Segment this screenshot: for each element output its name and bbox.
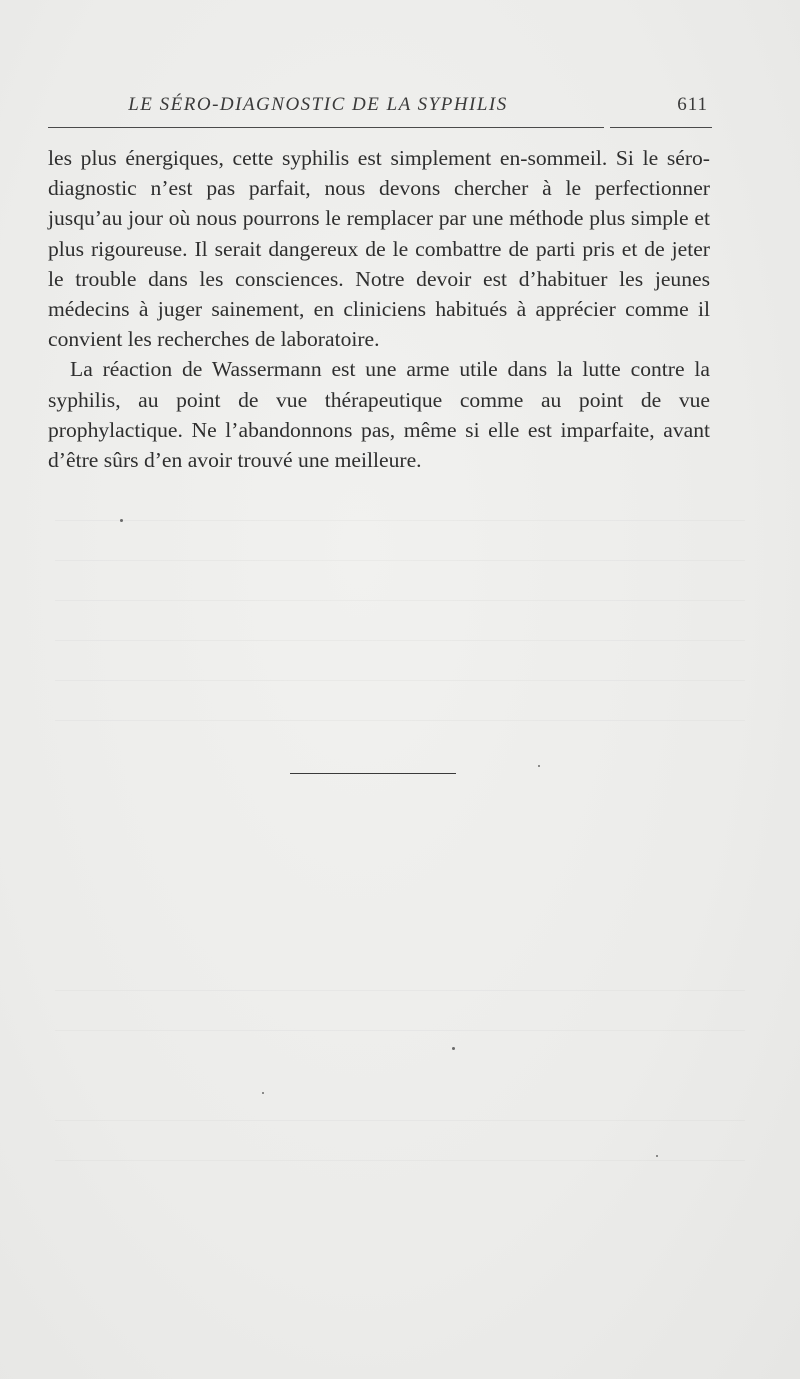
page-number: 611 xyxy=(677,94,708,115)
paper-speck xyxy=(262,1092,264,1094)
header-rule-gap xyxy=(604,125,610,130)
header-rule xyxy=(48,127,712,128)
body-text xyxy=(48,143,710,475)
show-through-line xyxy=(55,560,745,561)
show-through-line xyxy=(55,1120,745,1121)
running-head xyxy=(48,94,712,124)
paper-speck xyxy=(538,765,540,767)
section-end-rule xyxy=(290,773,456,774)
show-through-line xyxy=(55,990,745,991)
show-through-line xyxy=(55,600,745,601)
paper-speck xyxy=(452,1047,455,1050)
paragraph: les plus énergiques, cette syphilis est simplement en-sommeil. Si le séro-diagnostic n’est pas parfait, nous devons chercher à le perfectionner jusqu’au jour où nous pourrons le remplacer par une méthode plus simple et plus rigoureuse. Il serait dangereux de le combattre de parti pris et de jeter le trouble dans les consciences. Notre devoir est d’habituer les jeunes médecins à juger sainement, en cliniciens habitués à apprécier comme il convient les recherches de laboratoire. xyxy=(48,146,710,352)
paper-speck xyxy=(120,519,123,522)
running-title: LE SÉRO-DIAGNOSTIC DE LA SYPHILIS xyxy=(128,94,508,115)
show-through-line xyxy=(55,1160,745,1161)
show-through-line xyxy=(55,520,745,521)
show-through-line xyxy=(55,680,745,681)
paragraph: La réaction de Wassermann est une arme utile dans la lutte contre la syphilis, au point de vue thérapeutique comme au point de vue prophylactique. Ne l’abandonnons pas, même si elle est imparfaite, avant d’être sûrs d’en avoir trouvé une meilleure. xyxy=(48,357,710,473)
show-through-line xyxy=(55,640,745,641)
show-through-line xyxy=(55,1030,745,1031)
show-through-line xyxy=(55,720,745,721)
paper-speck xyxy=(656,1155,658,1157)
